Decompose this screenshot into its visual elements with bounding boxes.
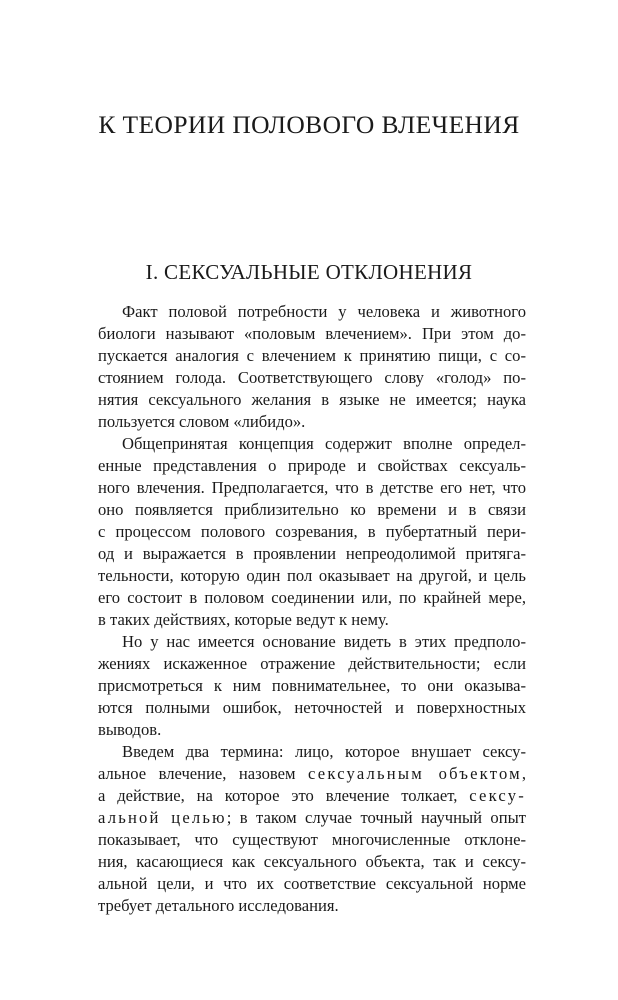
paragraph-1 [98, 301, 526, 433]
text-line: ния, касающиеся как сексуального объекта, так и сексу- [98, 852, 526, 871]
text-fragment: альное влечение, назовем [98, 764, 309, 783]
text-line [98, 785, 526, 807]
text-line: Факт половой потребности у человека и животного [122, 302, 526, 321]
text-line: его состоит в половом соединении или, по крайней мере, [98, 588, 526, 607]
text-fragment: , [521, 764, 526, 783]
text-line [98, 763, 526, 785]
text-fragment: ; в таком случае точный научный опыт [226, 808, 526, 827]
text-line: Введем два термина: лицо, которое внушает сексу- [122, 742, 526, 761]
text-fragment: а действие, на которое это влечение толкает, [98, 786, 470, 805]
body-text [98, 301, 526, 917]
text-line: жениях искаженное отражение действительности; если [98, 654, 526, 673]
text-line: альной цели, и что их соответствие сексуальной норме [98, 874, 526, 893]
text-line: показывает, что существуют многочисленные отклоне- [98, 830, 526, 849]
text-line: присмотреться к ним повнимательнее, то они оказыва- [98, 676, 526, 695]
text-line: од и выражается в проявлении непреодолимой притяга- [98, 544, 526, 563]
text-line: оно появляется приблизительно ко времени и в связи [98, 500, 526, 519]
text-line: пользуется словом «либидо». [98, 412, 306, 431]
text-line: пускается аналогия с влечением к принятию пищи, с со- [98, 346, 526, 365]
text-line: нятия сексуального желания в языке не имеется; наука [98, 390, 526, 409]
book-title: К ТЕОРИИ ПОЛОВОГО ВЛЕЧЕНИЯ [98, 110, 520, 139]
spaced-term: альной целью [98, 808, 227, 827]
text-line: Общепринятая концепция содержит вполне определ- [122, 434, 526, 453]
text-line: Но у нас имеется основание видеть в этих предполо- [122, 632, 526, 651]
text-line: енные представления о природе и свойствах сексуаль- [98, 456, 526, 475]
text-line: ного влечения. Предполагается, что в детстве его нет, что [98, 478, 526, 497]
paragraph-3 [98, 631, 526, 741]
text-line [98, 807, 526, 829]
text-line: тельности, которую один пол оказывает на другой, и цель [98, 566, 526, 585]
section-heading: I. СЕКСУАЛЬНЫЕ ОТКЛОНЕНИЯ [145, 260, 473, 284]
spaced-term: сексуальным объектом [308, 764, 522, 783]
text-line: требует детального исследования. [98, 896, 339, 915]
text-line: биологи называют «половым влечением». При этом до- [98, 324, 526, 343]
text-line: с процессом полового созревания, в пубертатный пери- [98, 522, 526, 541]
text-line: стоянием голода. Соответствующего слову «голод» по- [98, 368, 526, 387]
paragraph-2 [98, 433, 526, 631]
text-line: ются полными ошибок, неточностей и поверхностных [98, 698, 526, 717]
spaced-term: сексу- [469, 786, 526, 805]
paragraph-4 [98, 741, 526, 917]
text-line: выводов. [98, 720, 162, 739]
text-line: в таких действиях, которые ведут к нему. [98, 610, 389, 629]
